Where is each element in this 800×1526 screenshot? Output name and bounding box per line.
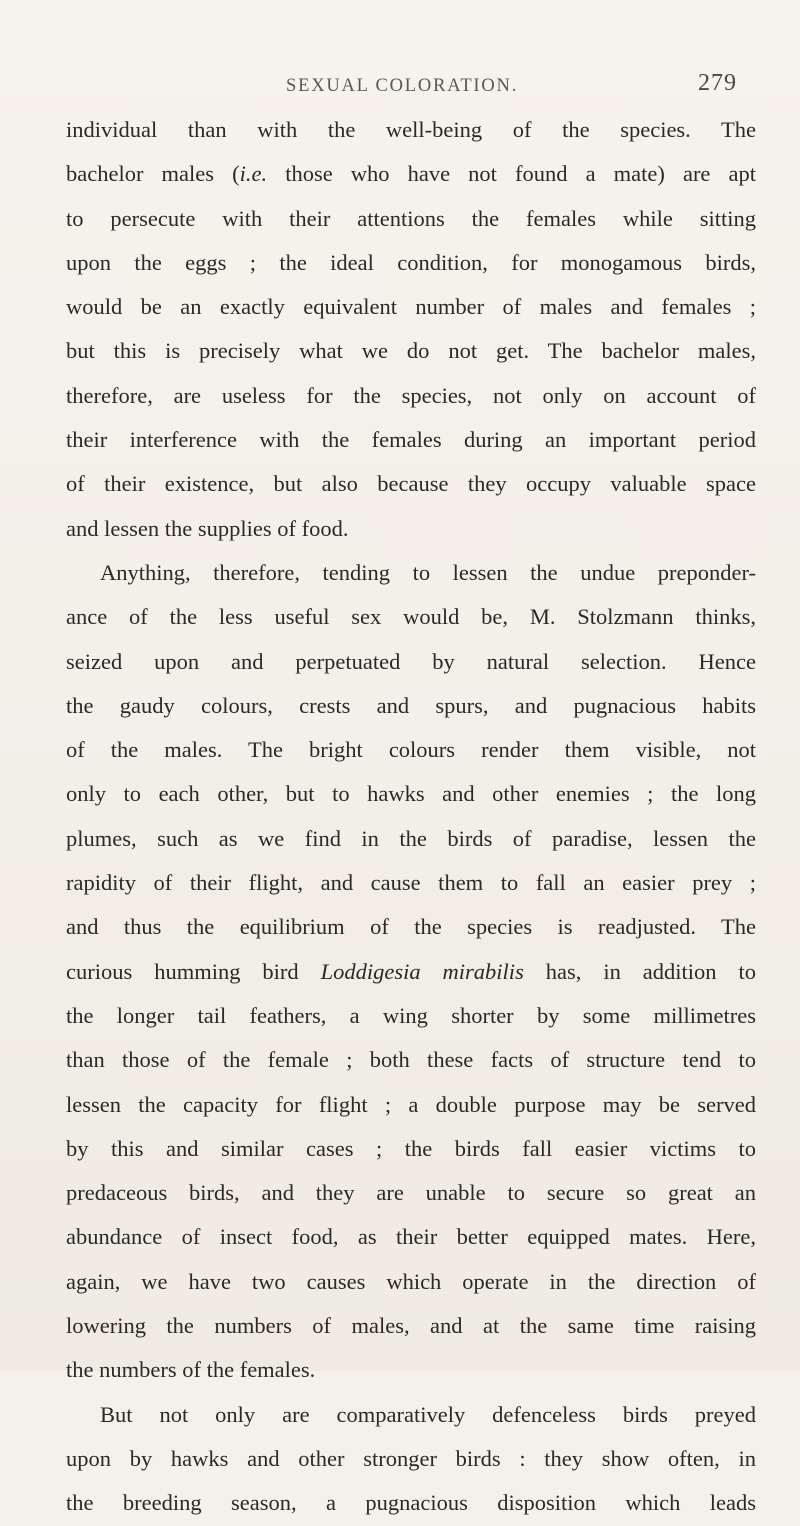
text-line: plumes, such as we find in the birds of paradise, lessen the (66, 825, 756, 851)
page-number: 279 (698, 70, 737, 96)
text-line: lessen the capacity for flight ; a double purpose may be served (66, 1091, 756, 1117)
text-line: abundance of insect food, as their better equipped mates. Here, (66, 1224, 756, 1250)
text-line: only to each other, but to hawks and other enemies ; the long (66, 781, 756, 807)
paragraph-end-line: and lessen the supplies of food. (66, 515, 349, 541)
text-line: lowering the numbers of males, and at the same time raising (66, 1313, 756, 1339)
text-line: upon by hawks and other stronger birds : they show often, in (66, 1445, 756, 1471)
text-line: and thus the equilibrium of the species is readjusted. The (66, 914, 756, 940)
text-line: by this and similar cases ; the birds fall easier victims to (66, 1135, 756, 1161)
text-line: than those of the female ; both these facts of structure tend to (66, 1047, 756, 1073)
text-segment: has, in addition to (523, 958, 756, 984)
paragraph-start-line: But not only are comparatively defenceless birds preyed (100, 1401, 756, 1427)
text-segment: bachelor males ( (66, 161, 240, 187)
text-line: rapidity of their flight, and cause them to fall an easier prey ; (66, 870, 756, 896)
text-line: would be an exactly equivalent number of males and females ; (66, 294, 756, 320)
text-line: predaceous birds, and they are unable to secure so great an (66, 1180, 756, 1206)
running-title: SEXUAL COLORATION. (286, 76, 519, 96)
text-line: of the males. The bright colours render them visible, not (66, 737, 756, 763)
running-header (0, 62, 800, 106)
text-line (66, 152, 756, 196)
text-line: ance of the less useful sex would be, M. Stolzmann thinks, (66, 604, 756, 630)
text-line: the gaudy colours, crests and spurs, and pugnacious habits (66, 692, 756, 718)
italic-abbreviation: i.e. (239, 161, 268, 187)
text-line (66, 950, 756, 994)
text-line: to persecute with their attentions the females while sitting (66, 205, 756, 231)
text-line: individual than with the well-being of the species. The (66, 117, 756, 142)
text-segment: those who have not found a mate) are apt (267, 161, 756, 187)
paragraph-end-line: the numbers of the females. (66, 1357, 316, 1383)
body-text (66, 108, 756, 1526)
text-line: their interference with the females during an important period (66, 427, 756, 453)
text-line: upon the eggs ; the ideal condition, for monogamous birds, (66, 249, 756, 275)
text-line: the longer tail feathers, a wing shorter by some millimetres (66, 1002, 756, 1028)
text-segment: curious humming bird (66, 958, 321, 984)
text-line: of their existence, but also because they occupy valuable space (66, 471, 756, 497)
text-line: but this is precisely what we do not get. The bachelor males, (66, 338, 756, 364)
text-line: seized upon and perpetuated by natural selection. Hence (66, 648, 756, 674)
text-line: again, we have two causes which operate in the direction of (66, 1268, 756, 1294)
species-name: Loddigesia mirabilis (320, 958, 524, 984)
text-line: the breeding season, a pugnacious disposition which leads (66, 1490, 756, 1516)
text-line: therefore, are useless for the species, not only on account of (66, 382, 756, 408)
paragraph-start-line: Anything, therefore, tending to lessen the undue preponder- (100, 559, 756, 585)
